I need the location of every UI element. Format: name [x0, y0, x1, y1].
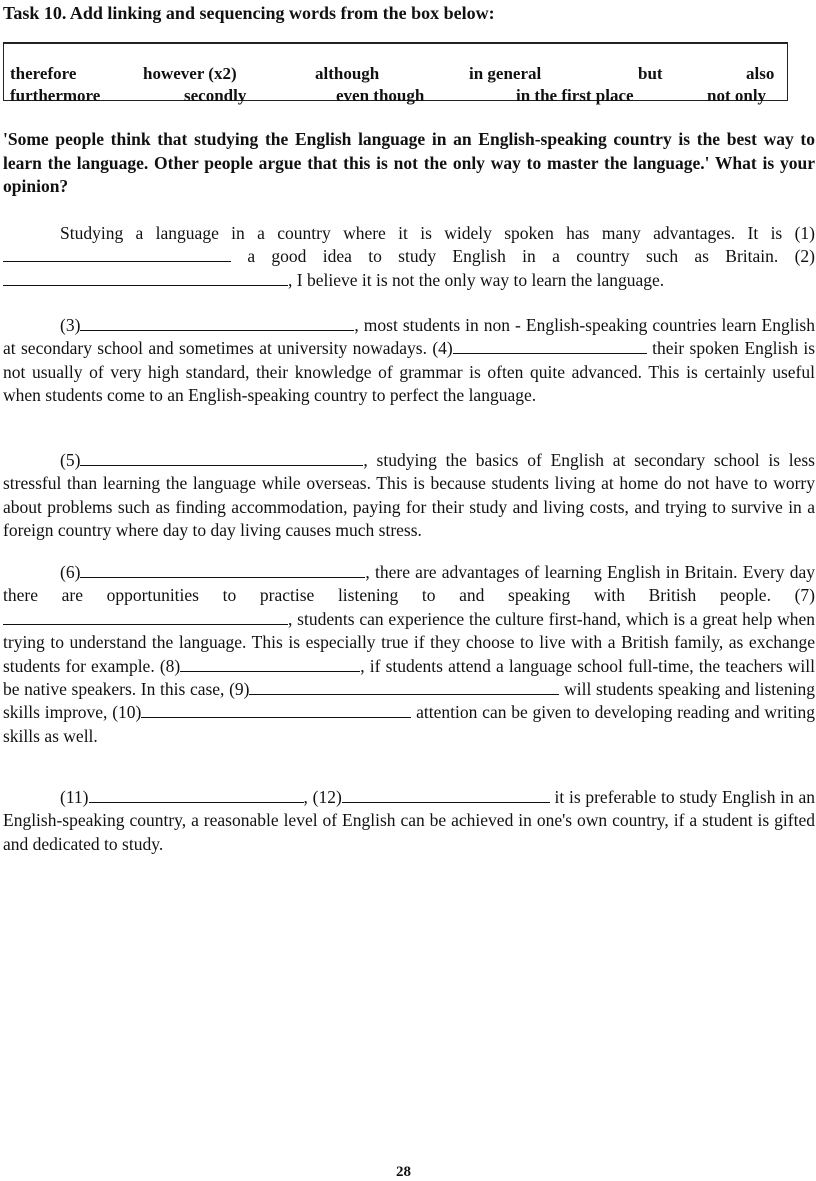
paragraph-text: , there are advantages of learning English in Britain. Every day there are opportunities to practise listening to and speaking with British people. [3, 562, 815, 606]
word-therefore: therefore [10, 64, 77, 83]
blank-8[interactable] [180, 655, 360, 672]
word-in-the-first-place: in the first place [516, 86, 634, 105]
blank-2[interactable] [3, 269, 288, 286]
blank-number: (3) [60, 315, 81, 335]
blank-7[interactable] [3, 608, 288, 625]
blank-6[interactable] [80, 561, 365, 578]
essay-prompt: 'Some people think that studying the English language in an English-speaking country is the best way to learn the language. Other people argue that this is not the only way to master the language.' What is your opinion? [3, 129, 815, 196]
paragraph-text: a good idea to study English in a country such as Britain. [247, 246, 779, 267]
word-however: however (x2) [143, 64, 237, 83]
paragraph-5 [3, 786, 815, 856]
word-even-though: even though [336, 86, 425, 105]
paragraph-2 [3, 314, 815, 408]
paragraph-text: , [303, 787, 308, 807]
blank-12[interactable] [342, 786, 550, 803]
paragraph-text: it is preferable to study English in an English-speaking country, a reasonable level of English can be achieved in one's own country, if a student is gifted and dedicated to study. [3, 787, 816, 854]
paragraph-1 [3, 222, 815, 292]
paragraph-text: , students can experience the culture first-hand, which is a great help when trying to understand the language. This is especially true if they choose to live with a British family, as exchange students for example. [3, 608, 815, 676]
word-although: although [315, 64, 380, 83]
blank-number: (6) [60, 562, 81, 582]
blank-3[interactable] [80, 314, 354, 331]
blank-1[interactable] [3, 245, 231, 262]
paragraph-text: , if students attend a language school full-time, the teachers will be native speakers. In this case, [3, 655, 815, 700]
blank-number: (4) [432, 338, 453, 359]
task-title: Task 10. Add linking and sequencing words from the box below: [3, 3, 495, 23]
blank-4[interactable] [453, 337, 647, 354]
blank-number: (10) [112, 702, 142, 723]
blank-number: (11) [60, 787, 89, 807]
blank-number: (7) [794, 585, 816, 606]
word-not-only: not only [707, 86, 767, 105]
blank-number: (5) [60, 450, 81, 470]
blank-number: (8) [159, 655, 181, 676]
paragraph-text: , most students in non - English-speaking countries learn English at secondary school and sometimes at university nowadays. [3, 315, 815, 359]
paragraph-text: , I believe it is not the only way to learn the language. [288, 269, 665, 290]
paragraph-text: attention can be given to developing reading and writing skills as well. [3, 702, 815, 746]
paragraph-text: will students speaking and listening skills improve, [3, 679, 816, 723]
page-number: 28 [396, 1164, 411, 1180]
blank-number: (1) [794, 223, 816, 243]
paragraph-3 [3, 449, 815, 543]
blank-number: (12) [312, 787, 342, 807]
paragraph-text: Studying a language in a country where it is widely spoken has many advantages. It is [60, 223, 783, 243]
blank-5[interactable] [80, 449, 363, 466]
word-but: but [638, 64, 663, 83]
paragraph-text: their spoken English is not usually of very high standard, their knowledge of grammar is often quite advanced. This is certainly useful when students come to an English-speaking country to perfect the language. [3, 338, 816, 406]
blank-number: (9) [229, 679, 250, 700]
blank-10[interactable] [141, 701, 411, 718]
blank-9[interactable] [249, 678, 559, 695]
word-furthermore: furthermore [10, 86, 101, 105]
word-secondly: secondly [184, 86, 247, 105]
word-also: also [746, 64, 775, 83]
word-in-general: in general [469, 64, 542, 83]
word-box [3, 42, 788, 105]
paragraph-4 [3, 561, 815, 748]
paragraph-text: , studying the basics of English at secondary school is less stressful than learning the language while overseas. This is because students living at home do not have to worry about problems such as finding accommodation, paying for their study and living costs, and trying to survive in a foreign country where day to day living causes much stress. [3, 450, 815, 541]
blank-number: (2) [794, 246, 815, 267]
blank-11[interactable] [89, 786, 304, 803]
